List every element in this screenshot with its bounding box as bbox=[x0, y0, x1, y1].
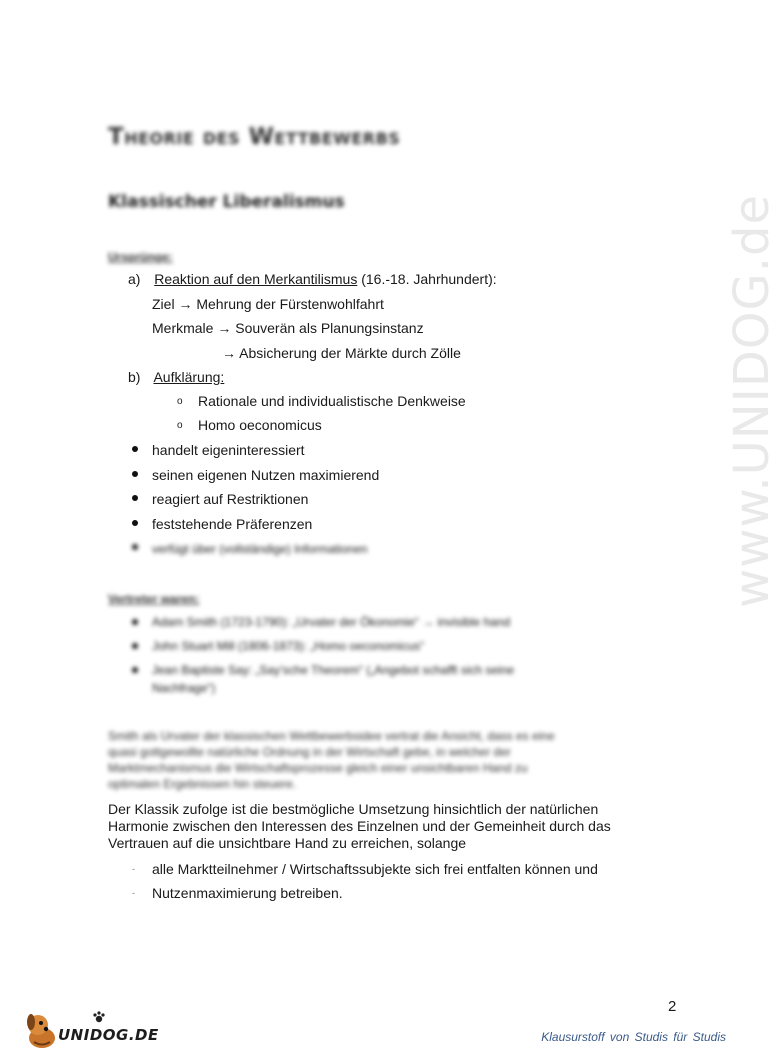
merkmale-line: Merkmale → Souverän als Planungsinstanz bbox=[152, 320, 424, 336]
bullet-icon bbox=[132, 544, 138, 550]
heading-merkantilismus: Reaktion auf den Merkantilismus bbox=[154, 271, 358, 287]
body-paragraph bbox=[108, 801, 668, 852]
representative-item: John Stuart Mill (1806-1873): „Homo oeconomicus“ bbox=[152, 639, 425, 653]
paragraph-line: Vertrauen auf die unsichtbare Hand zu erreichen, solange bbox=[108, 835, 467, 851]
paragraph-line: Der Klassik zufolge ist die bestmögliche Umsetzung hinsichtlich der natürlichen bbox=[108, 801, 599, 817]
paragraph-line: Harmonie zwischen den Interessen des Einzelnen und der Gemeinheit durch das bbox=[108, 818, 611, 834]
final-list-item: alle Marktteilnehmer / Wirtschaftssubjekte sich frei entfalten können und bbox=[152, 861, 598, 877]
list-item: feststehende Präferenzen bbox=[152, 516, 313, 532]
paw-icon bbox=[92, 1010, 106, 1024]
paragraph-line: quasi gottgewollte natürliche Ordnung in der Wirtschaft gebe, in welcher der bbox=[108, 745, 511, 759]
dash-bullet-icon: - bbox=[132, 864, 135, 874]
bullet-icon bbox=[132, 495, 138, 501]
final-list-item: Nutzenmaximierung betreiben. bbox=[152, 885, 343, 901]
bullet-icon bbox=[132, 520, 138, 526]
merkmale-line-2: → Absicherung der Märkte durch Zölle bbox=[222, 345, 461, 361]
dash-bullet-icon: - bbox=[132, 888, 135, 898]
paragraph-line: optimalen Ergebnissen hin steuere. bbox=[108, 777, 297, 791]
circle-bullet-icon: o bbox=[177, 420, 183, 431]
representative-item-cont: Nachfrage“) bbox=[152, 681, 216, 695]
bullet-icon bbox=[132, 446, 138, 452]
bullet-icon bbox=[132, 667, 138, 673]
list-item: reagiert auf Restriktionen bbox=[152, 491, 309, 507]
list-item: handelt eigeninteressiert bbox=[152, 442, 305, 458]
merkantilismus-period: (16.-18. Jahrhundert): bbox=[357, 271, 497, 287]
heading-aufklaerung: Aufklärung: bbox=[153, 369, 225, 385]
list-marker-a: a) bbox=[128, 271, 141, 287]
footer-tagline: Klausurstoff von Studis für Studis bbox=[541, 1030, 726, 1044]
ziel-line: Ziel → Mehrung der Fürstenwohlfahrt bbox=[152, 296, 384, 312]
blurred-paragraph bbox=[108, 728, 668, 792]
representative-item: Jean Baptiste Say: „Say’sche Theorem“ („Angebot schafft sich seine bbox=[152, 663, 515, 677]
paragraph-line: Smith als Urvater der klassischen Wettbewerbsidee vertrat die Ansicht, dass es eine bbox=[108, 729, 555, 743]
page-number: 2 bbox=[668, 998, 677, 1015]
bullet-icon bbox=[132, 643, 138, 649]
paragraph-line: Marktmechanismus die Wirtschaftsprozesse gleich einer unsichtbaren Hand zu bbox=[108, 761, 528, 775]
list-item-b bbox=[128, 368, 224, 386]
logo-text: UNIDOG.DE bbox=[58, 1026, 159, 1044]
bullet-icon bbox=[132, 471, 138, 477]
list-marker-b: b) bbox=[128, 369, 141, 385]
dog-mascot-icon bbox=[22, 1010, 62, 1050]
bullet-icon bbox=[132, 619, 138, 625]
representative-item: Adam Smith (1723-1790): „Urvater der Ökonomie“ → invisible hand bbox=[152, 615, 511, 629]
list-item: seinen eigenen Nutzen maximierend bbox=[152, 467, 380, 483]
list-item-a bbox=[128, 270, 497, 288]
origins-label: Ursprünge: bbox=[108, 250, 173, 264]
page-title: Theorie des Wettbewerbs bbox=[108, 124, 401, 150]
circle-bullet-icon: o bbox=[177, 396, 183, 407]
unidog-logo bbox=[22, 1010, 162, 1050]
list-item: verfügt über (vollständige) Informationen bbox=[152, 542, 368, 556]
sub-item: Homo oeconomicus bbox=[198, 417, 322, 433]
section-subtitle: Klassischer Liberalismus bbox=[108, 192, 345, 212]
representatives-label: Vertreter waren: bbox=[108, 592, 200, 606]
watermark-text: www.UNIDOG.de bbox=[724, 193, 780, 608]
sub-item: Rationale und individualistische Denkweise bbox=[198, 393, 466, 409]
